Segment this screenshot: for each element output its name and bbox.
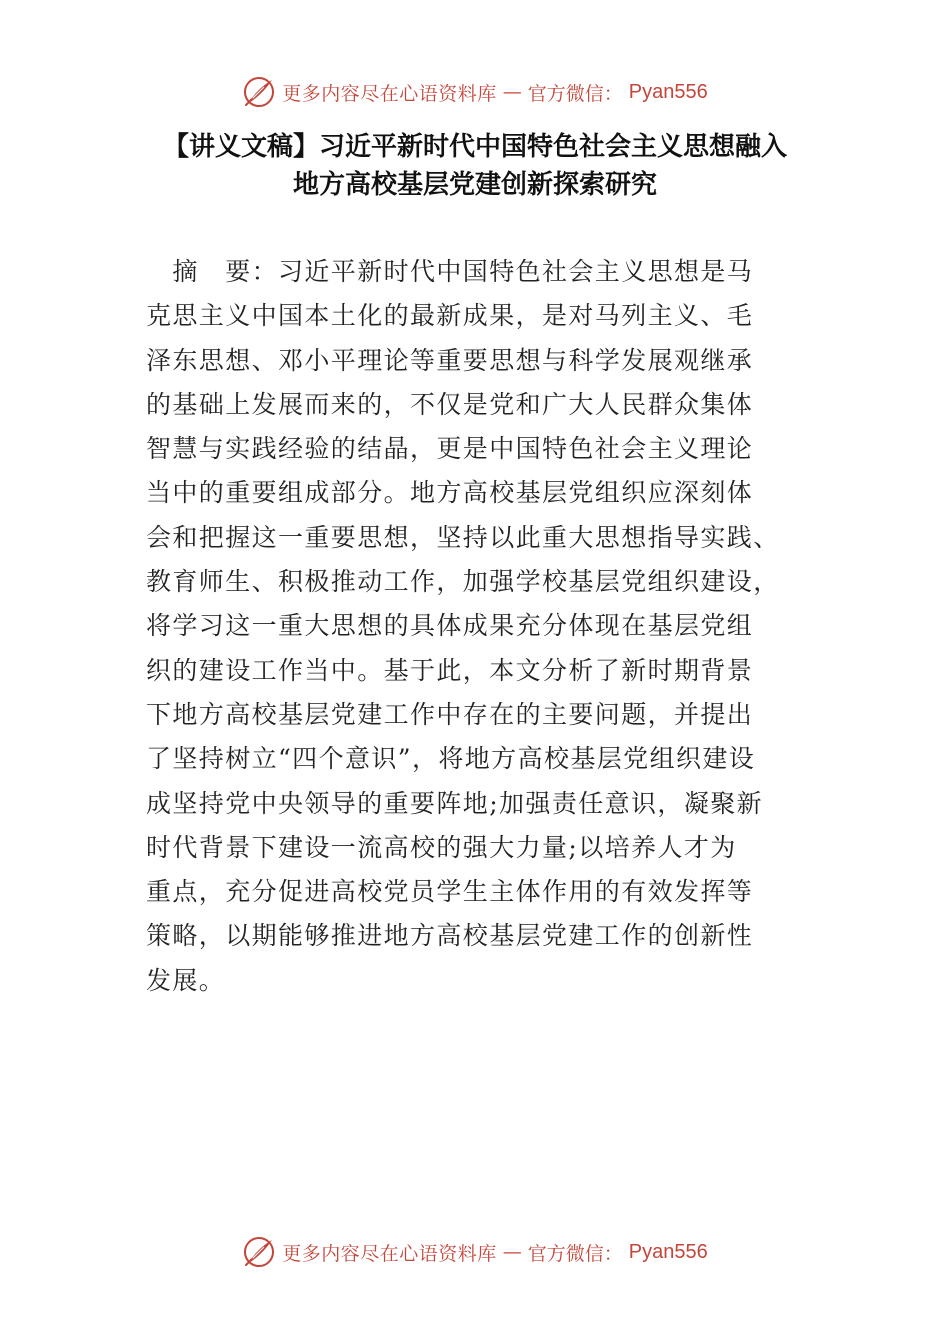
abstract-line: 下地方高校基层党建工作中存在的主要问题，并提出: [146, 699, 754, 729]
abstract-line: 克思主义中国本土化的最新成果，是对马列主义、毛: [146, 301, 754, 331]
abstract-line: 会和把握这一重要思想，坚持以此重大思想指导实践、: [146, 522, 780, 552]
watermark-separator: —: [502, 81, 522, 103]
abstract-line: 成坚持党中央领导的重要阵地;加强责任意识，凝聚新: [146, 788, 764, 818]
abstract-line: 泽东思想、邓小平理论等重要思想与科学发展观继承: [146, 345, 754, 375]
abstract-line: 策略，以期能够推进地方高校基层党建工作的创新性: [146, 921, 754, 951]
abstract-line: 了坚持树立“四个意识”，将地方高校基层党组织建设: [146, 744, 756, 774]
abstract-line: 当中的重要组成部分。地方高校基层党组织应深刻体: [146, 478, 754, 508]
watermark-label: 官方微信：: [527, 1242, 623, 1265]
abstract-line: 智慧与实践经验的结晶，更是中国特色社会主义理论: [146, 434, 754, 464]
watermark-wechat-id: Pyan556: [628, 1240, 708, 1263]
abstract-line: 时代背景下建设一流高校的强大力量;以培养人才为: [146, 832, 737, 862]
abstract-line: 发展。: [146, 965, 226, 995]
feather-pen-logo-icon: [242, 75, 276, 109]
watermark-separator: —: [502, 1241, 522, 1263]
watermark-tagline: 更多内容尽在心语资料库: [282, 82, 497, 105]
watermark-label: 官方微信：: [527, 82, 623, 105]
abstract-line: 重点，充分促进高校党员学生主体作用的有效发挥等: [146, 877, 754, 907]
abstract-line: 织的建设工作当中。基于此，本文分析了新时期背景: [146, 655, 754, 685]
feather-pen-logo-icon: [242, 1235, 276, 1269]
header-watermark: [0, 70, 950, 114]
footer-watermark: [0, 1230, 950, 1274]
abstract-paragraph: [146, 250, 826, 1003]
title-line: 地方高校基层党建创新探索研究: [292, 170, 657, 200]
abstract-line: 摘 要：习近平新时代中国特色社会主义思想是马: [146, 257, 754, 286]
watermark-wechat-id: Pyan556: [628, 80, 708, 103]
watermark-tagline: 更多内容尽在心语资料库: [282, 1242, 497, 1265]
abstract-line: 的基础上发展而来的，不仅是党和广大人民群众集体: [146, 389, 754, 419]
title-line: 【讲义文稿】习近平新时代中国特色社会主义思想融入: [162, 132, 787, 162]
document-title: [60, 128, 890, 204]
abstract-line: 将学习这一重大思想的具体成果充分体现在基层党组: [146, 611, 754, 641]
abstract-line: 教育师生、积极推动工作，加强学校基层党组织建设，: [146, 567, 780, 597]
